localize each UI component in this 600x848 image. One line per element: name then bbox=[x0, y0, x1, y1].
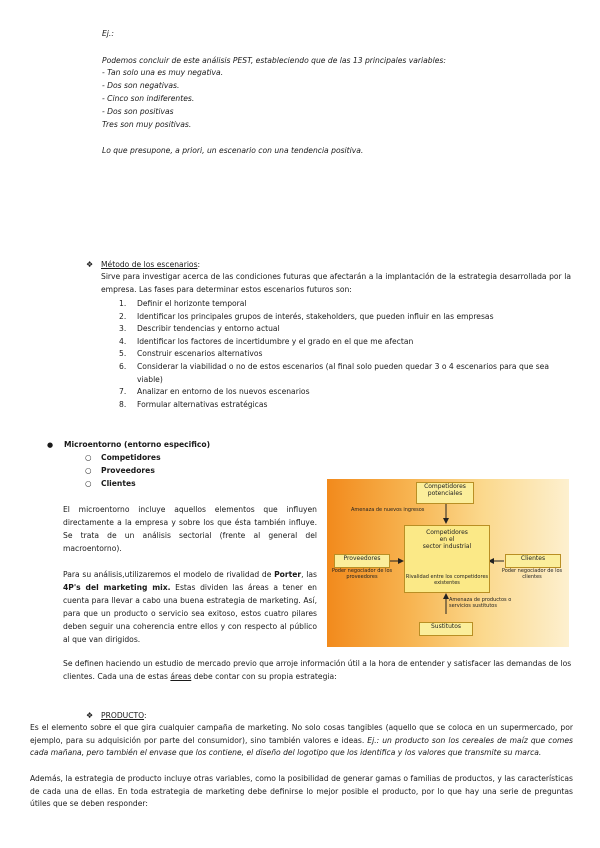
micro-sub-proveedores: Proveedores bbox=[101, 466, 155, 475]
box-competidores-potenciales: Competidores potenciales bbox=[416, 482, 474, 504]
producto-bullet-icon: ❖ bbox=[86, 711, 94, 720]
escenarios-title: Método de los escenarios: bbox=[101, 260, 201, 269]
box-sustitutos: Sustitutos bbox=[419, 622, 473, 636]
box-proveedores: Proveedores bbox=[334, 554, 390, 568]
pest-item-3: - Cinco son indiferentes. bbox=[102, 94, 195, 103]
micro-sub-competidores: Competidores bbox=[101, 453, 161, 462]
pest-item-5: Tres son muy positivas. bbox=[102, 120, 192, 129]
pest-ej-label: Ej.: bbox=[102, 29, 114, 38]
label-amenaza-sustitutos: Amenaza de productos o servicios sustitutos bbox=[449, 597, 512, 609]
producto-paragraph-1: Es el elemento sobre el que gira cualquier campaña de marketing. No solo cosas tangibles (aquello que se coloca en un supermercado, por ejemplo, para su adquisición por parte del consumidor), sino también valores e ideas. Ej.: un producto son los cereales de maíz que comes cada mañana, pero también el envase que los contiene, el diseño del logotipo que los identifica y los valores que transmite su marca. bbox=[30, 723, 574, 758]
list-item: 8. Formular alternativas estratégicas bbox=[119, 399, 268, 409]
pest-intro: Podemos concluir de este análisis PEST, estableciendo que de las 13 principales variables: bbox=[102, 56, 446, 65]
pest-item-2: - Dos son negativas. bbox=[102, 81, 180, 90]
escenarios-steps-list bbox=[119, 298, 571, 411]
list-item: 4. Identificar los factores de incertidumbre y el grado en el que me afectan bbox=[119, 336, 414, 346]
box-competidores-sector: Competidores en el sector industrial Rivalidad entre los competidores existentes bbox=[404, 525, 490, 593]
label-amenaza-nuevos: Amenaza de nuevos ingresos bbox=[351, 507, 425, 513]
box-clientes: Clientes bbox=[505, 554, 561, 568]
escenarios-bullet-icon: ❖ bbox=[86, 260, 94, 269]
micro-bullet-icon: ● bbox=[47, 441, 54, 449]
micro-sub-bullet-icon: ○ bbox=[85, 479, 92, 488]
pest-conclusion: Lo que presupone, a priori, un escenario con una tendencia positiva. bbox=[102, 146, 364, 155]
label-poder-clientes: Poder negociador de los clientes bbox=[501, 568, 563, 580]
list-item: 5. Construir escenarios alternativos bbox=[119, 349, 263, 359]
producto-paragraph-2: Además, la estrategia de producto incluye otras variables, como la posibilidad de generar gamas o familias de productos, y las características de cada una de ellas. En toda estrategia de marketing debe definirse lo mejor posible el producto, por lo que hay una serie de preguntas útiles que se deben responder: bbox=[30, 774, 573, 809]
micro-title: Microentorno (entorno especifico) bbox=[64, 440, 211, 449]
list-item: 2. Identificar los principales grupos de interés, stakeholders, que pueden influir en las empresas bbox=[119, 311, 494, 321]
list-item: 1. Definir el horizonte temporal bbox=[119, 299, 247, 308]
pest-item-1: - Tan solo una es muy negativa. bbox=[102, 68, 224, 77]
micro-sub-bullet-icon: ○ bbox=[85, 453, 92, 462]
list-item: 7. Analizar en entorno de los nuevos escenarios bbox=[119, 387, 310, 397]
producto-title: PRODUCTO: bbox=[101, 711, 147, 720]
list-item: 3. Describir tendencias y entorno actual bbox=[119, 324, 280, 334]
micro-paragraph-1: El microentorno incluye aquellos elementos que influyen directamente a la empresa y sobre los que ésta también influye. Se trata de un análisis sectorial (frente al general del macroentorno). bbox=[63, 505, 317, 553]
pest-item-4: - Dos son positivas bbox=[102, 107, 174, 116]
micro-paragraph-3: Se definen haciendo un estudio de mercado previo que arroje información útil a la hora de entender y satisfacer las demandas de los clientes. Cada una de estas áreas debe contar con su propia estrategia: bbox=[63, 659, 572, 681]
porter-five-forces-diagram bbox=[327, 479, 569, 647]
micro-sub-clientes: Clientes bbox=[101, 479, 136, 488]
label-poder-proveedores: Poder negociador de los proveedores bbox=[331, 568, 393, 580]
list-item: 6. Considerar la viabilidad o no de estos escenarios (al final solo pueden quedar 3 o 4 escenarios para que sea viable) bbox=[119, 361, 549, 384]
micro-paragraph-2: Para su análisis,utilizaremos el modelo de rivalidad de Porter, las 4P's del marketing mix. Estas dividen las áreas a tener en cuenta para llevar a cabo una buena estrategia de marketing. Así, para que un producto o servicio sea exitoso, estos cuatro pilares deben seguir una coherencia entre ellos y con respecto al público al que van dirigidos. bbox=[63, 570, 317, 644]
escenarios-description: Sirve para investigar acerca de las condiciones futuras que afectarán a la implantación de la estrategia desarrollada por la empresa. Las fases para determinar estos escenarios futuros son: bbox=[101, 272, 571, 294]
micro-sub-bullet-icon: ○ bbox=[85, 466, 92, 475]
